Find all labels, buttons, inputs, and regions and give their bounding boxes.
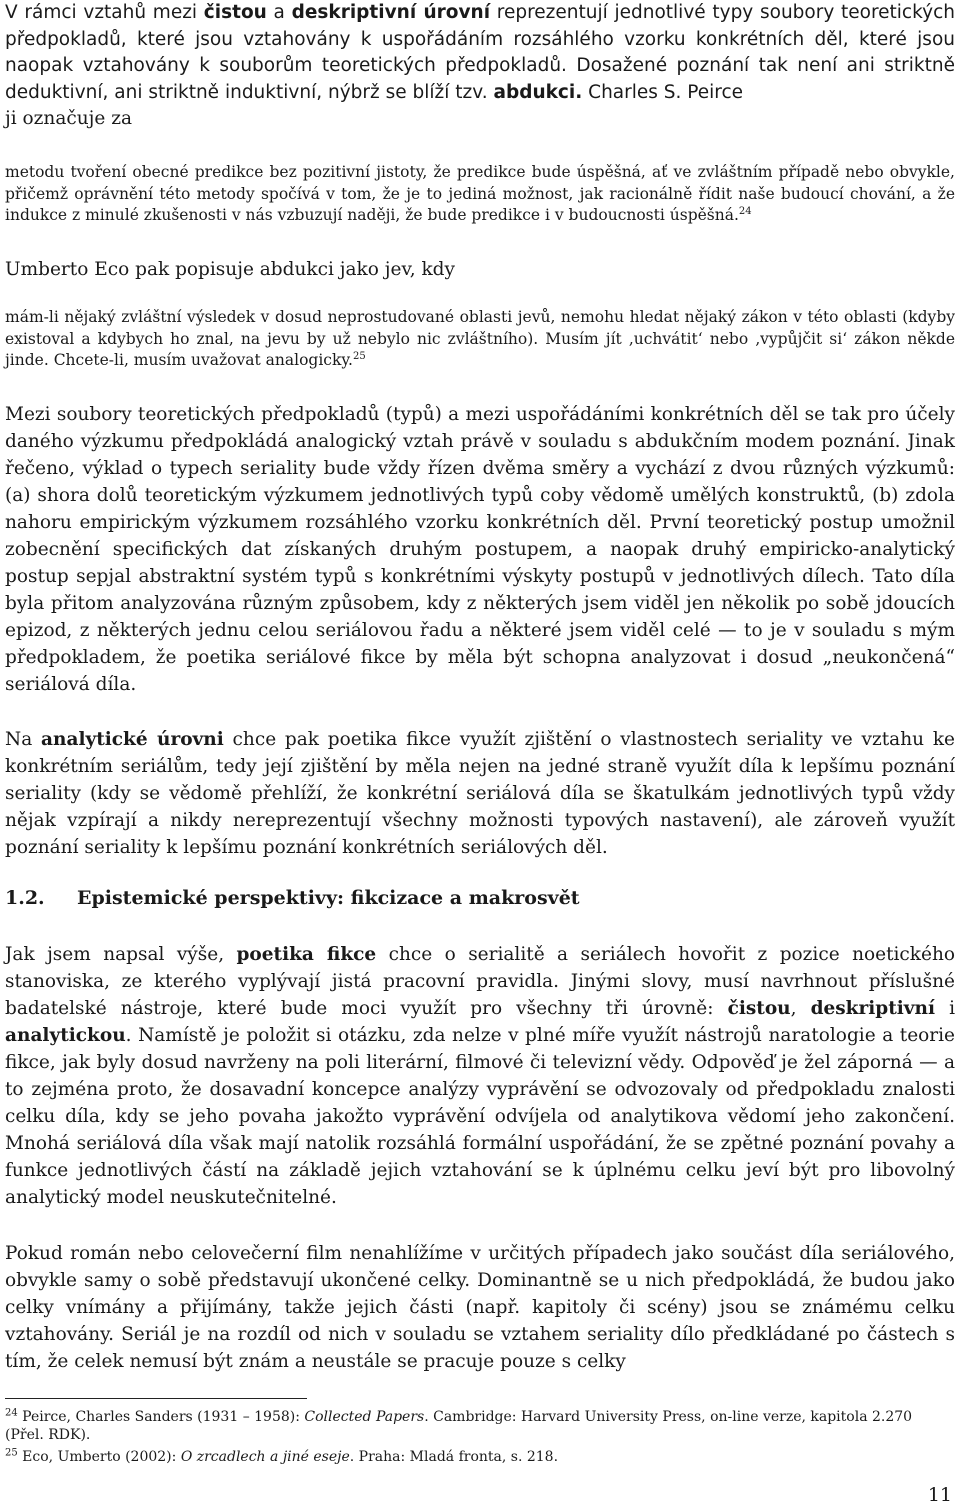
section-title: Epistemické perspektivy: fikcizace a makrosvět: [77, 887, 580, 909]
paragraph-pokud: Pokud román nebo celovečerní film nenahlížíme v určitých případech jako součást díla seriálového, obvykle samy o sobě představují ukončené celky. Dominantně se u nich předpokládá, že budou jako celky vnímány a přijímány, takže jejich části (např. kapitoly či scény) jsou se známému celku vztahovány. Seriál je na rozdíl od nich v souladu se vztahem seriality dílo předkládané po částech s tím, že celek nemusí být znám a neustále se pracuje pouze s celky: [5, 1243, 955, 1372]
intro-paragraph: V rámci vztahů mezi čistou a deskriptivní úrovní reprezentují jednotlivé typy soubory teoretických předpokladů, které jsou vztahovány k uspořádáním rozsáhlého vzorku konkrétních děl, které jsou naopak vztahovány k souborům teoretických předpokladů. Dosažené poznání tak není ani striktně deduktivní, ani striktně induktivní, nýbrž se blíží tzv. abdukci. Charles S. Peirce: [5, 2, 956, 103]
intro-paragraph-tail: ji označuje za: [5, 108, 132, 129]
footnote-separator: [5, 1398, 307, 1399]
paragraph-analyticka: Na analytické úrovni chce pak poetika fikce využít zjištění o vlastnostech seriality ve vztahu ke konkrétním seriálům, tedy její zjištění by měla nejen na jedné straně využít díla k lepšímu poznání seriality (kdy se vědomě přehlíží, že konkrétní seriálová díla se škatulkám jednotlivých typů vždy nějak vzpírají a nikdy nereprezentují všechny možnosti typových nastavení), ale zároveň využít poznání seriality k lepšímu poznání konkrétních seriálových děl.: [5, 729, 955, 858]
footnote-ref-24[interactable]: 24: [738, 205, 752, 217]
section-heading: [5, 887, 580, 909]
paragraph-mezi: Mezi soubory teoretických předpokladů (typů) a mezi uspořádáními konkrétních děl se tak pro účely daného výzkumu předpokládá analogický vztah právě v souladu s abdukčním modem poznání. Jinak řečeno, výklad o typech seriality bude vždy řízen dvěma směry a vychází z dvou různých výzkumů: (a) shora dolů teoretickým výzkumem jednotlivých typů coby vědomě umělých konstruktů, (b) zdola nahoru empirickým výzkumem rozsáhlého vzorku konkrétních děl. První teoretický postup umožnil zobecnění specifických dat získaných druhým postupem, a naopak druhý empiricko-analytický postup sepjal abstraktní systém typů s konkrétními výskyty postupů v jednotlivých dílech. Tato díla byla přitom analyzována různým způsobem, kdy z některých jsem viděl jen několik po sobě jdoucích epizod, z některých jednu celou seriálovou řadu a některé jsem viděl celé — to je v souladu s mým předpokladem, že poetika seriálové fikce by měla být schopna analyzovat i dosud „neukončená“ seriálová díla.: [5, 404, 955, 695]
eco-lead: Umberto Eco pak popisuje abdukci jako jev, kdy: [5, 259, 455, 280]
footnote-ref-25[interactable]: 25: [352, 350, 366, 362]
eco-quote: mám-li nějaký zvláštní výsledek v dosud neprostudované oblasti jevů, nemohu hledat nějaký zákon v této oblasti (kdyby existoval a kdybych ho znal, na jevu by už nebylo nic zvláštního). Musím jít ‚uchvátit‘ nebo ‚vypůjčit si‘ zákon někde jinde. Chcete-li, musím uvažovat analogicky.$^{25}$: [5, 308, 955, 369]
page-number: 11: [927, 1484, 952, 1506]
peirce-quote: metodu tvoření obecné predikce bez pozitivní jistoty, že predikce bude úspěšná, ať ve zvláštním případě nebo obvykle, přičemž oprávnění této metody spočívá v tom, že je to jediná možnost, jak racionálně řídit naše budoucí chování, a že indukce z minulé zkušenosti v nás vzbuzují naději, že bude predikce i v budoucnosti úspěšná.$^{24}$: [5, 163, 955, 224]
paragraph-jak-jsem: Jak jsem napsal výše, poetika fikce chce o serialitě a seriálech hovořit z pozice noetického stanoviska, ze kterého vyplývají jistá pracovní pravidla. Jinými slovy, musí navrhnout příslušné badatelské nástroje, které bude moci využít pro všechny tři úrovně: čistou, deskriptivní i analytickou. Namístě je položit si otázku, zda nelze v plné míře využít nástrojů naratologie a teorie fikce, jak byly dosud navrženy na poli literární, filmové či televizní vědy. Odpověď je žel záporná — a to zejména proto, že dosavadní koncepce analýzy vyprávění se odvozovaly od předpokladu znalosti celku díla, kdy se jeho povaha jakožto vyprávění odvíjela od analytikova vědomí jeho zakončení. Mnohá seriálová díla však mají natolik rozsáhlá formální uspořádání, že se zpětné poznání povahy a funkce jednotlivých částí na základě jejich vztahování se k úplnému celku jeví být pro libovolný analytický model neuskutečnitelné.: [5, 944, 956, 1208]
footnote-24: $^{24}$ Peirce, Charles Sanders (1931 – 1958): Collected Papers. Cambridge: Harvard University Press, on-line verze, kapitola 2.270 (Přel. RDK).: [5, 1407, 913, 1443]
footnote-25: $^{25}$ Eco, Umberto (2002): O zrcadlech a jiné eseje. Praha: Mladá fronta, s. 218.: [5, 1447, 559, 1465]
section-number: 1.2.: [5, 887, 45, 909]
